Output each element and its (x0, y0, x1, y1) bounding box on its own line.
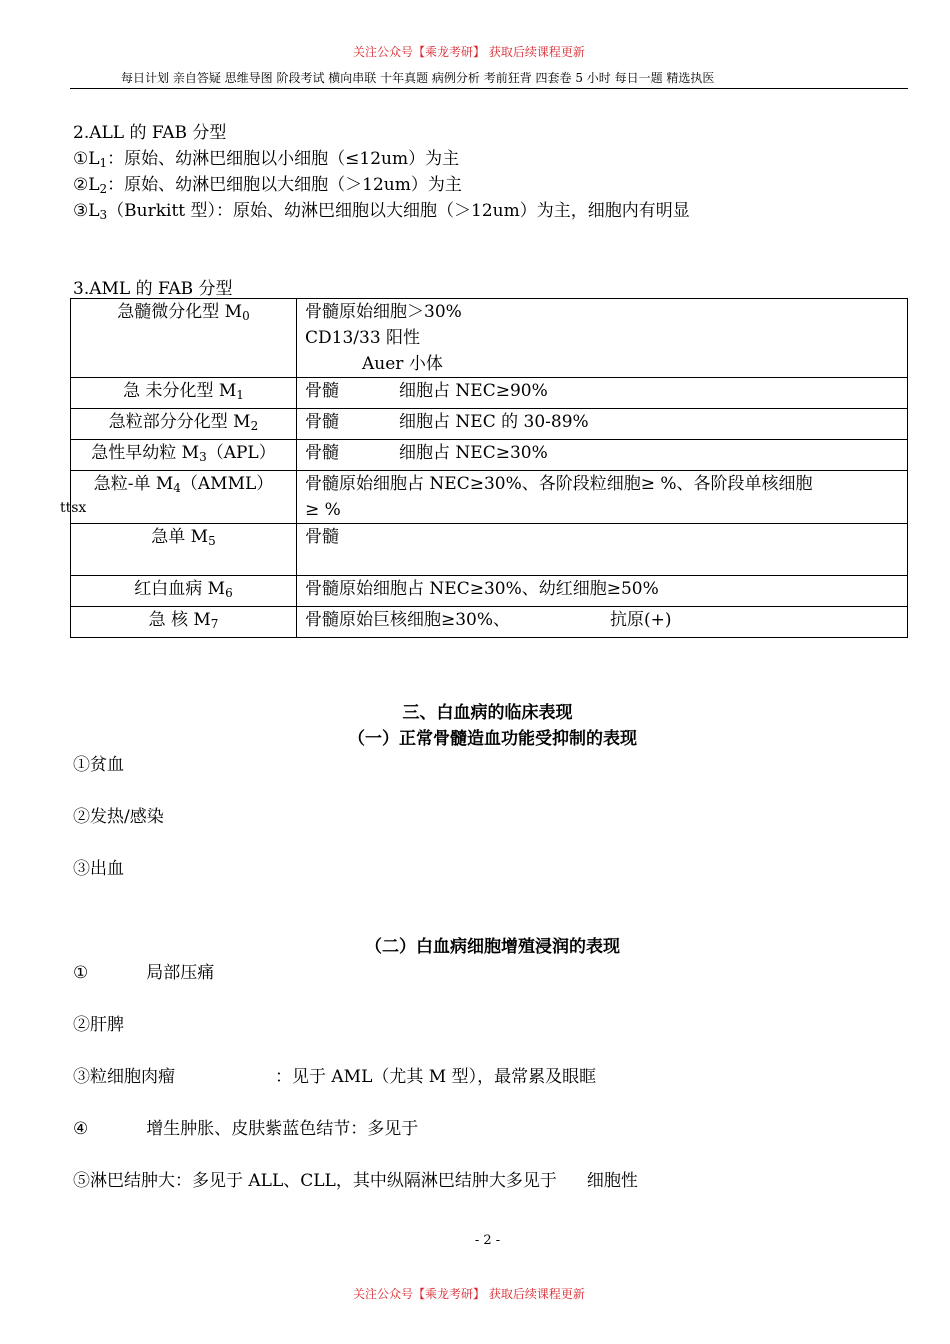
subtype-cell: 急 核 $M_7$ (71, 607, 297, 638)
all-fab-title: 2.ALL 的 FAB 分型 (73, 123, 227, 143)
subtype-cell: 急 未分化型 $M_1$ (71, 378, 297, 409)
criteria-cell: 骨髓原始细胞占 NEC≥30%、幼红细胞≥50% (297, 576, 908, 607)
all-l2: $②L_2$：原始、幼淋巴细胞以大细胞（＞12um）为主 (73, 175, 462, 196)
criteria-cell: 骨髓原始巨核细胞≥30%、 抗原(+) (297, 607, 908, 638)
list-item: ③出血 (73, 859, 124, 879)
list-item: ②肝脾 (73, 1015, 124, 1035)
table-row (71, 440, 908, 471)
list-item: ③粒细胞肉瘤 ：见于 AML（尤其 M 型），最常累及眼眶 (73, 1067, 597, 1087)
criteria-cell: 骨髓原始细胞＞30% CD13/33 阳性 Auer 小体 (297, 299, 908, 378)
all-l1: $①L_1$：原始、幼淋巴细胞以小细胞（≤12um）为主 (73, 149, 460, 170)
list-item: ⑤淋巴结肿大：多见于 ALL、CLL，其中纵隔淋巴结肿大多见于 细胞性 (73, 1171, 638, 1191)
margin-note: ttsx (60, 500, 87, 516)
table-row (71, 471, 908, 524)
criteria-cell: 骨髓 细胞占 NEC 的 30-89% (297, 409, 908, 440)
criteria-cell: 骨髓 细胞占 NEC≥90% (297, 378, 908, 409)
subsection-title-2: （二）白血病细胞增殖浸润的表现 (365, 937, 620, 957)
list-item: ①贫血 (73, 755, 124, 775)
criteria-cell: 骨髓 细胞占 NEC≥30% (297, 440, 908, 471)
section-title: 三、白血病的临床表现 (402, 703, 573, 723)
footer-promo: 关注公众号【乘龙考研】 获取后续课程更新 (353, 1287, 585, 1301)
page-number: - 2 - (474, 1233, 501, 1248)
list-item: ④ 增生肿胀、皮肤紫蓝色结节：多见于 (73, 1119, 419, 1139)
header-tags: 每日计划 亲自答疑 思维导图 阶段考试 横向串联 十年真题 病例分析 考前狂背 四套卷 5 小时 每日一题 精选执医 (121, 71, 715, 85)
subtype-cell: 急髓微分化型 $M_0$ (71, 299, 297, 378)
table-row (71, 299, 908, 378)
list-item: ②发热/感染 (73, 807, 164, 827)
table-row (71, 524, 908, 576)
header-rule (70, 88, 908, 89)
table-row (71, 607, 908, 638)
table-row (71, 409, 908, 440)
criteria-cell: 骨髓原始细胞占 NEC≥30%、各阶段粒细胞≥ %、各阶段单核细胞 ≥ % (297, 471, 908, 524)
subtype-cell: 急粒部分分化型 $M_2$ (71, 409, 297, 440)
header-promo: 关注公众号【乘龙考研】 获取后续课程更新 (353, 45, 585, 59)
subtype-cell: 红白血病 $M_6$ (71, 576, 297, 607)
subtype-cell: 急性早幼粒 $M_3(APL)$ (71, 440, 297, 471)
subtype-cell: 急粒-单 $M_4(AMML)$ (71, 471, 297, 524)
subtype-cell: 急单 $M_5$ (71, 524, 297, 576)
all-l3: $③L_3(Burkitt$ 型）：原始、幼淋巴细胞以大细胞（＞12um）为主，细胞内有明显 (73, 201, 690, 222)
list-item: ① 局部压痛 (73, 963, 215, 983)
aml-fab-title: 3.AML 的 FAB 分型 (73, 279, 233, 299)
table-row (71, 576, 908, 607)
table-row (71, 378, 908, 409)
aml-fab-table (70, 298, 908, 638)
criteria-cell: 骨髓 (297, 524, 908, 576)
subsection-title-1: （一）正常骨髓造血功能受抑制的表现 (348, 729, 637, 749)
